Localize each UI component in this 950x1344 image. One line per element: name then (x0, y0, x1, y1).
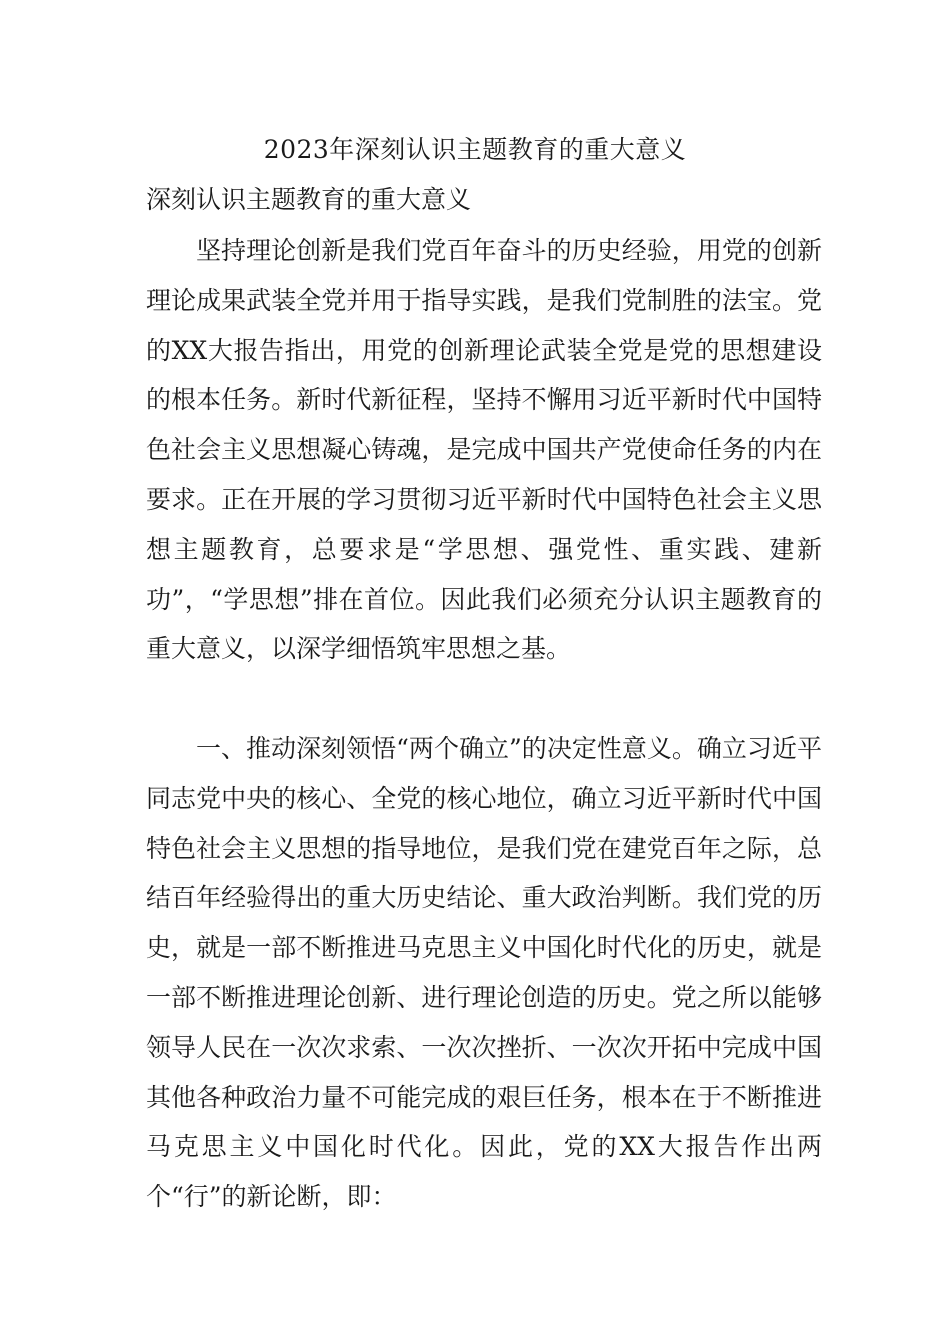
document-subtitle: 深刻认识主题教育的重大意义 (146, 185, 472, 214)
document-title: 2023年深刻认识主题教育的重大意义 (263, 135, 687, 164)
paragraph-2: 一、推动深刻领悟“两个确立”的决定性意义。确立习近平同志党中央的核心、全党的核心地位，确立习近平新时代中国特色社会主义思想的指导地位，是我们党在建党百年之际，总结百年经验得出的重大历史结论、重大政治判断。我们党的历史，就是一部不断推进马克思主义中国化时代化的历史，就是一部不断推进理论创新、进行理论创造的历史。党之所以能够领导人民在一次次求索、一次次挫折、一次次开拓中完成中国其他各种政治力量不可能完成的艰巨任务，根本在于不断推进马克思主义中国化时代化。因此，党的XX大报告作出两个“行”的新论断，即： (146, 734, 822, 1212)
paragraph-1: 坚持理论创新是我们党百年奋斗的历史经验，用党的创新理论成果武装全党并用于指导实践，是我们党制胜的法宝。党的XX大报告指出，用党的创新理论武装全党是党的思想建设的根本任务。新时代新征程，坚持不懈用习近平新时代中国特色社会主义思想凝心铸魂，是完成中国共产党使命任务的内在要求。正在开展的学习贯彻习近平新时代中国特色社会主义思想主题教育，总要求是“学思想、强党性、重实践、建新功”，“学思想”排在首位。因此我们必须充分认识主题教育的重大意义，以深学细悟筑牢思想之基。 (146, 236, 822, 664)
